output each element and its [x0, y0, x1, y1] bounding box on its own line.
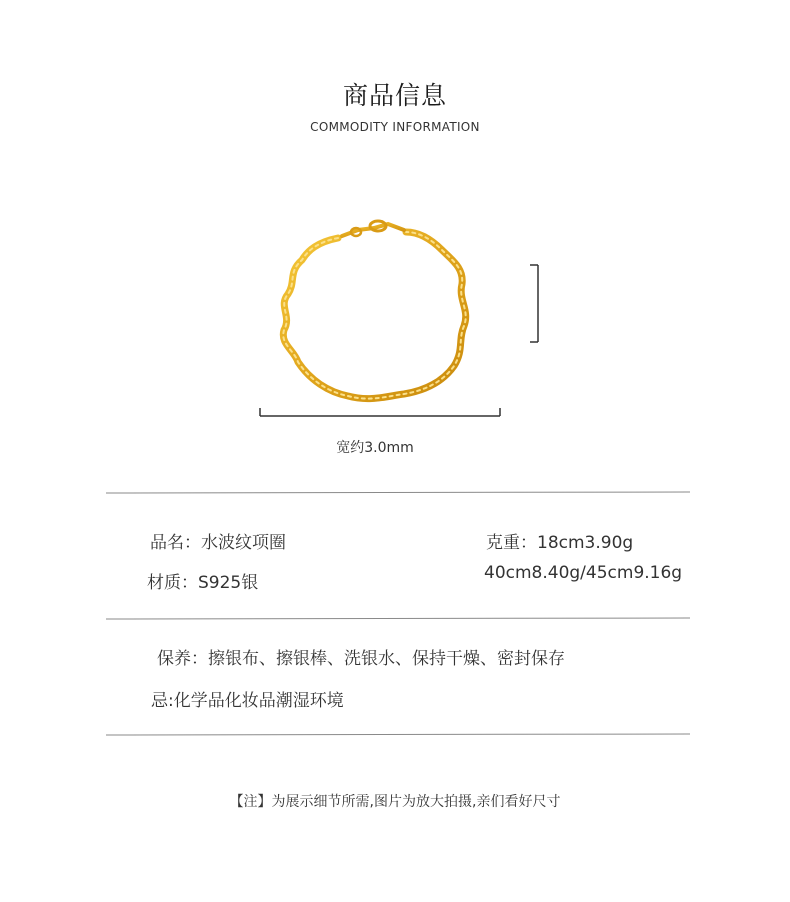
care-instructions: 保养：擦银布、擦银棒、洗银水、保持干燥、密封保存: [157, 649, 565, 669]
product-weight-40-45cm: 40cm8.40g/45cm9.16g: [484, 563, 683, 583]
divider: [106, 491, 690, 493]
page-subtitle: COMMODITY INFORMATION: [310, 120, 480, 131]
product-material: 材质：S925银: [147, 573, 259, 593]
product-weight-18cm: 克重：18cm3.90g: [486, 533, 634, 553]
bracelet-image: [258, 210, 488, 410]
product-name: 品名：水波纹项圈: [150, 533, 286, 553]
height-dimension-line: [528, 264, 542, 344]
clasp-icon: [342, 221, 404, 236]
avoid-instructions: 忌:化学品化妆品潮湿环境: [151, 691, 344, 711]
footer-note: 【注】为展示细节所需,图片为放大拍摄,亲们看好尺寸: [229, 794, 561, 810]
divider: [106, 617, 690, 619]
divider: [106, 733, 690, 735]
page-title: 商品信息: [342, 81, 447, 110]
width-label: 宽约3.0mm: [336, 440, 414, 456]
chain-ring: [283, 232, 465, 399]
width-dimension-line: [258, 406, 502, 420]
